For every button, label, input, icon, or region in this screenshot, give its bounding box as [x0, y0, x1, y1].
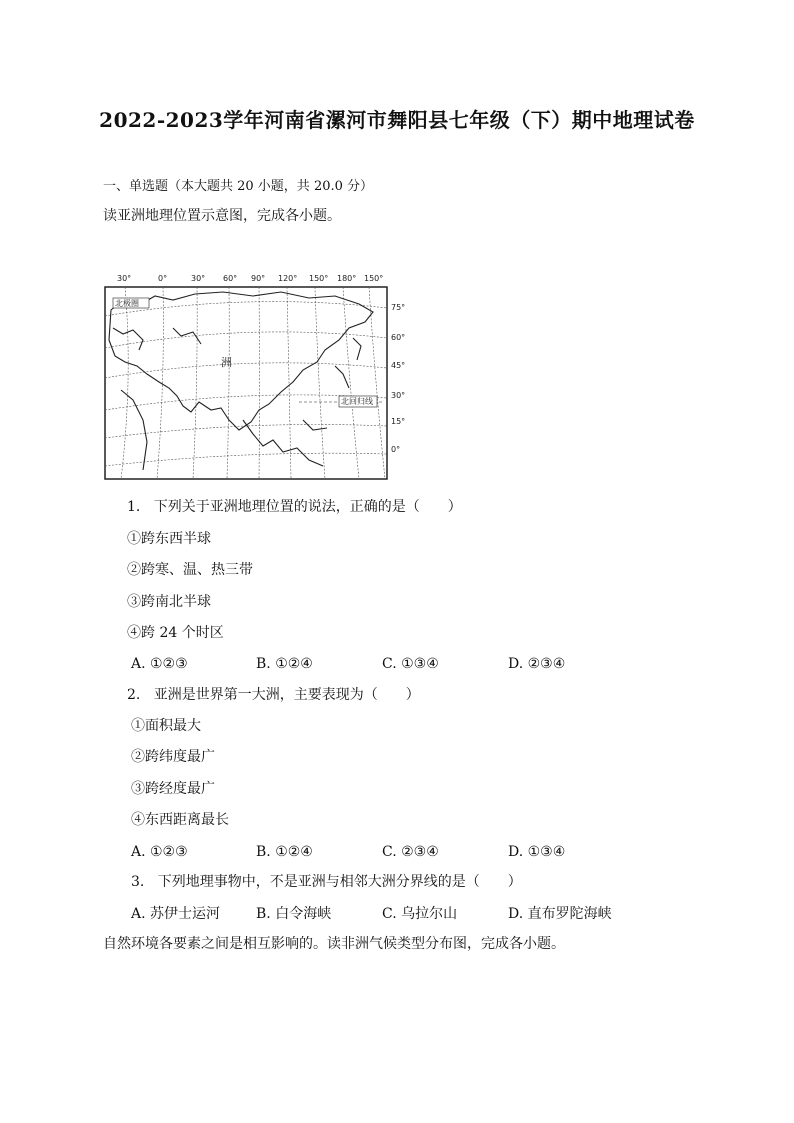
lon-label: 180°	[337, 274, 357, 283]
lon-label: 30°	[191, 274, 206, 283]
option-c[interactable]: C. 乌拉尔山	[382, 906, 458, 922]
africa-intro-text: 自然环境各要素之间是相互影响的。读非洲气候类型分布图，完成各小题。	[103, 936, 565, 952]
question-text: 亚洲是世界第一大洲，主要表现为（ ）	[153, 687, 420, 703]
lat-label: 15°	[391, 417, 406, 426]
map-intro-text: 读亚洲地理位置示意图，完成各小题。	[103, 208, 341, 224]
question-3-stem	[131, 873, 522, 891]
statement: ④跨 24 个时区	[127, 625, 224, 641]
lon-label: 30°	[117, 274, 132, 283]
lat-label: 75°	[391, 303, 406, 312]
lat-label: 30°	[391, 391, 406, 400]
answer-options-2	[0, 843, 794, 861]
question-2-stem	[127, 686, 420, 704]
statement: ①面积最大	[131, 718, 201, 734]
statement: ②跨纬度最广	[131, 749, 215, 765]
section-heading: 一、单选题（本大题共 20 小题，共 20.0 分）	[103, 179, 374, 194]
lon-label: 90°	[251, 274, 266, 283]
option-d[interactable]: D. ①③④	[508, 844, 566, 860]
option-d[interactable]: D. ②③④	[508, 656, 566, 672]
lon-label: 150°	[364, 274, 384, 283]
arctic-circle-label: 北极圈	[115, 299, 139, 308]
lat-label: 60°	[391, 333, 406, 342]
answer-options-1	[0, 655, 794, 673]
asia-location-map	[103, 270, 417, 482]
option-c[interactable]: C. ②③④	[382, 844, 439, 860]
question-number: 2.	[127, 687, 141, 703]
question-number: 1.	[127, 499, 141, 515]
option-d[interactable]: D. 直布罗陀海峡	[508, 906, 612, 922]
lon-label: 150°	[309, 274, 329, 283]
statement: ①跨东西半球	[127, 531, 211, 547]
statement: ②跨寒、温、热三带	[127, 562, 253, 578]
option-a[interactable]: A. ①②③	[131, 844, 188, 860]
question-number: 3.	[131, 874, 145, 890]
tropic-of-cancer-label: 北回归线	[341, 397, 373, 406]
question-text: 下列关于亚洲地理位置的说法，正确的是（ ）	[153, 499, 462, 515]
lat-label: 0°	[391, 445, 401, 454]
exam-title: 2022-2023学年河南省漯河市舞阳县七年级（下）期中地理试卷	[99, 108, 695, 132]
option-b[interactable]: B. ①②④	[256, 656, 313, 672]
question-text: 下列地理事物中，不是亚洲与相邻大洲分界线的是（ ）	[157, 874, 522, 890]
option-c[interactable]: C. ①③④	[382, 656, 439, 672]
statement: ④东西距离最长	[131, 812, 229, 828]
option-a[interactable]: A. 苏伊士运河	[131, 906, 221, 922]
question-1-stem	[127, 498, 462, 516]
lon-label: 120°	[278, 274, 298, 283]
lat-label: 45°	[391, 361, 406, 370]
statement: ③跨经度最广	[131, 781, 215, 797]
option-a[interactable]: A. ①②③	[131, 656, 188, 672]
lon-label: 0°	[158, 274, 168, 283]
answer-options-3	[0, 905, 794, 923]
statement: ③跨南北半球	[127, 594, 211, 610]
option-b[interactable]: B. 白令海峡	[256, 906, 332, 922]
option-b[interactable]: B. ①②④	[256, 844, 313, 860]
lon-label: 60°	[223, 274, 238, 283]
continent-char: 洲	[221, 356, 232, 369]
